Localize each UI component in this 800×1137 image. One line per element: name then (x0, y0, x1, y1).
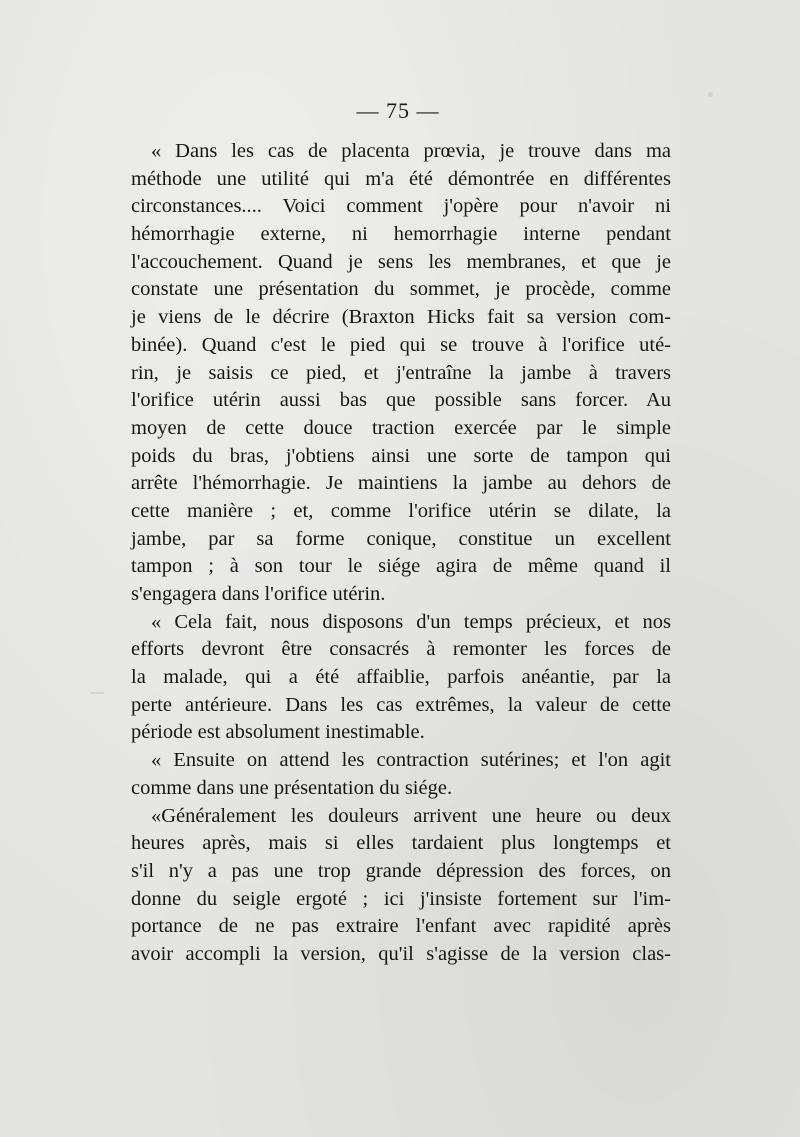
text-line: s'il n'y a pas une trop grande dépression des forces, on (131, 859, 671, 882)
text-line: jambe, par sa forme conique, constitue un excellent (131, 527, 671, 550)
text-line: hémorrhagie externe, ni hemorrhagie interne pendant (131, 223, 671, 246)
text-line: rin, je saisis ce pied, et j'entraîne la jambe à travers (131, 361, 671, 384)
text-line: s'engagera dans l'orifice utérin. (131, 583, 386, 605)
page-number: — 75 — (356, 98, 440, 123)
text-line: circonstances.... Voici comment j'opère pour n'avoir ni (131, 195, 671, 218)
text-line: cette manière ; et, comme l'orifice utérin se dilate, la (131, 499, 671, 522)
text-line: poids du bras, j'obtiens ainsi une sorte de tampon qui (131, 444, 671, 467)
text-line: l'accouchement. Quand je sens les membranes, et que je (131, 250, 671, 273)
text-line: perte antérieure. Dans les cas extrêmes, la valeur de cette (131, 693, 671, 716)
text-line: comme dans une présentation du siége. (131, 776, 453, 799)
text-line: binée). Quand c'est le pied qui se trouve à l'orifice uté- (131, 333, 671, 356)
text-line: avoir accompli la version, qu'il s'agisse de la version clas- (131, 942, 671, 965)
text-line: tampon ; à son tour le siége agira de même quand il (131, 555, 671, 578)
text-line: « Ensuite on attend les contraction sutérines; et l'on agit (151, 749, 671, 772)
text-line: moyen de cette douce traction exercée par le simple (131, 416, 671, 439)
text-line: la malade, qui a été affaiblie, parfois anéantie, par la (131, 666, 671, 689)
text-line: je viens de le décrire (Braxton Hicks fait sa version com- (131, 306, 671, 329)
text-line: efforts devront être consacrés à remonter les forces de (131, 638, 671, 661)
text-line: l'orifice utérin aussi bas que possible sans forcer. Au (131, 389, 671, 412)
body-text (131, 138, 671, 969)
ink-speck (708, 92, 713, 97)
text-line: période est absolument inestimable. (131, 721, 425, 744)
text-line: heures après, mais si elles tardaient plus longtemps et (131, 832, 671, 855)
text-line: portance de ne pas extraire l'enfant avec rapidité après (131, 915, 671, 938)
text-line: méthode une utilité qui m'a été démontrée en différentes (131, 167, 671, 190)
text-line: donne du seigle ergoté ; ici j'insiste fortement sur l'im- (131, 887, 671, 910)
text-line: arrête l'hémorrhagie. Je maintiens la jambe au dehors de (131, 472, 671, 495)
text-line: constate une présentation du sommet, je procède, comme (131, 278, 671, 301)
ink-speck (90, 692, 104, 694)
text-line: «Généralement les douleurs arrivent une heure ou deux (151, 804, 671, 827)
text-line: « Cela fait, nous disposons d'un temps précieux, et nos (151, 610, 671, 633)
text-line: « Dans les cas de placenta prœvia, je trouve dans ma (151, 140, 671, 162)
